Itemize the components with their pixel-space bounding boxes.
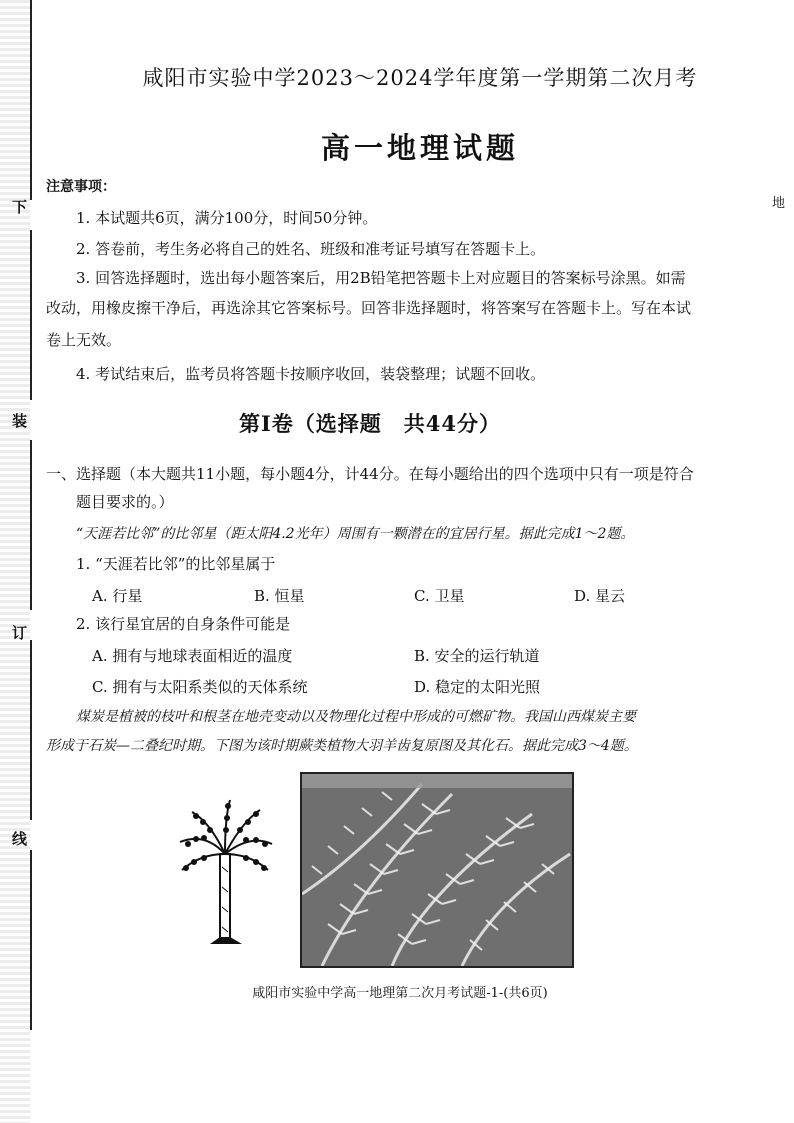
- note-item: 卷上无效。: [46, 331, 122, 349]
- option-c: C. 卫星: [414, 587, 465, 605]
- note-item: 2. 答卷前，考生务必将自己的姓名、班级和准考证号填写在答题卡上。: [76, 240, 546, 258]
- notes-label: 注意事项：: [46, 179, 116, 195]
- section-instructions: 一、选择题（本大题共11小题，每小题4分，计44分。在每小题给出的四个选项中只有一项是符合: [46, 465, 694, 483]
- passage-text: 形成于石炭—二叠纪时期。下图为该时期蕨类植物大羽羊齿复原图及其化石。据此完成3～4题。: [46, 738, 638, 754]
- binding-line: [30, 640, 32, 820]
- option-b: B. 恒星: [254, 587, 305, 605]
- question-stem: 1. “天涯若比邻”的比邻星属于: [76, 555, 276, 573]
- option-d: D. 星云: [574, 587, 626, 605]
- side-edge-text: 地: [772, 196, 786, 211]
- question-stem: 2. 该行星宜居的自身条件可能是: [76, 615, 291, 633]
- option-a: A. 拥有与地球表面相近的温度: [92, 647, 293, 665]
- margin-char-xia: 下: [12, 198, 28, 216]
- option-a: A. 行星: [92, 587, 143, 605]
- option-d: D. 稳定的太阳光照: [414, 678, 541, 696]
- exam-name: 咸阳市实验中学2023～2024学年度第一学期第二次月考: [142, 66, 698, 90]
- note-item: 改动，用橡皮擦干净后，再选涂其它答案标号。回答非选择题时，将答案写在答题卡上。写在本试: [46, 299, 692, 317]
- fern-fossil-photo: [300, 772, 574, 968]
- binding-margin: [0, 0, 30, 1123]
- page-footer: 咸阳市实验中学高一地理第二次月考试题-1-(共6页): [252, 986, 548, 1001]
- binding-line: [30, 0, 32, 200]
- fern-reconstruction-illustration: [170, 792, 280, 957]
- section-title: 第Ⅰ卷（选择题 共44分）: [238, 411, 502, 436]
- note-item: 4. 考试结束后，监考员将答题卡按顺序收回，装袋整理；试题不回收。: [76, 365, 546, 383]
- margin-char-zhuang: 装: [12, 412, 28, 430]
- note-item: 3. 回答选择题时，选出每小题答案后，用2B铅笔把答题卡上对应题目的答案标号涂黑。如需: [76, 269, 686, 287]
- option-b: B. 安全的运行轨道: [414, 647, 540, 665]
- margin-char-ding: 订: [12, 624, 28, 642]
- passage-text: “天涯若比邻”的比邻星（距太阳4.2光年）周围有一颗潜在的宜居行星。据此完成1～2题。: [76, 526, 635, 542]
- binding-line: [30, 850, 32, 1030]
- passage-text: 煤炭是植被的枝叶和根茎在地壳变动以及物理化过程中形成的可燃矿物。我国山西煤炭主要: [76, 709, 636, 725]
- page-title: 高一地理试题: [320, 131, 519, 165]
- binding-line: [30, 230, 32, 400]
- section-instructions: 题目要求的。）: [76, 493, 174, 511]
- binding-line: [30, 440, 32, 610]
- margin-char-xian: 线: [12, 830, 28, 848]
- option-c: C. 拥有与太阳系类似的天体系统: [92, 678, 308, 696]
- note-item: 1. 本试题共6页，满分100分，时间50分钟。: [76, 209, 378, 227]
